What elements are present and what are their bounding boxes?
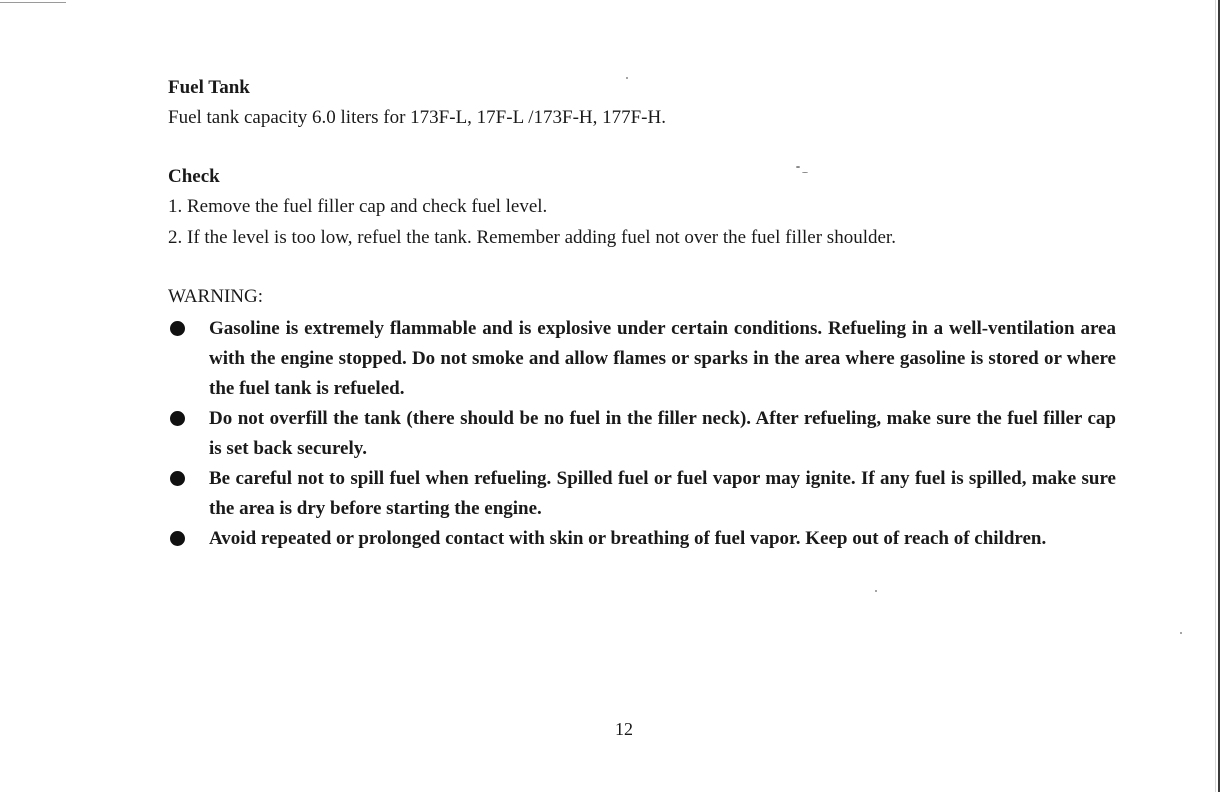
warning-item [168, 314, 1116, 404]
warning-item-text: Be careful not to spill fuel when refueling. Spilled fuel or fuel vapor may ignite. If any fuel is spilled, make sure the area is dry before starting the engine. [209, 468, 1116, 519]
scan-speck [802, 172, 808, 173]
bullet-icon [170, 411, 185, 426]
check-step-2: 2. If the level is too low, refuel the tank. Remember adding fuel not over the fuel filler shoulder. [168, 227, 896, 248]
fuel-tank-heading: Fuel Tank [168, 77, 250, 98]
scan-speck [796, 166, 800, 168]
scan-speck [1180, 632, 1182, 634]
scan-speck [626, 77, 628, 79]
warning-item-text: Gasoline is extremely flammable and is explosive under certain conditions. Refueling in a well-ventilation area with the engine stopped. Do not smoke and allow flames or sparks in the area where gasoline is stored or where the fuel tank is refueled. [209, 318, 1116, 399]
warning-heading: WARNING: [168, 286, 263, 307]
check-step-1: 1. Remove the fuel filler cap and check fuel level. [168, 196, 548, 217]
bullet-icon [170, 471, 185, 486]
fuel-tank-capacity-text: Fuel tank capacity 6.0 liters for 173F-L, 17F-L /173F-H, 177F-H. [168, 107, 666, 128]
warning-item [168, 464, 1116, 524]
scan-artifact-line [0, 2, 66, 3]
check-heading: Check [168, 166, 220, 187]
bullet-icon [170, 321, 185, 336]
page-number: 12 [615, 719, 633, 739]
scan-page-edge [1218, 0, 1220, 792]
warning-item-text: Do not overfill the tank (there should be no fuel in the filler neck). After refueling, make sure the fuel filler cap is set back securely. [209, 408, 1116, 459]
warning-item [168, 404, 1116, 464]
scan-page-edge-shadow [1215, 0, 1216, 792]
warning-list [168, 314, 1116, 554]
bullet-icon [170, 531, 185, 546]
scan-speck [875, 590, 877, 592]
warning-item-text: Avoid repeated or prolonged contact with skin or breathing of fuel vapor. Keep out of reach of children. [209, 528, 1047, 549]
warning-item [168, 524, 1116, 554]
